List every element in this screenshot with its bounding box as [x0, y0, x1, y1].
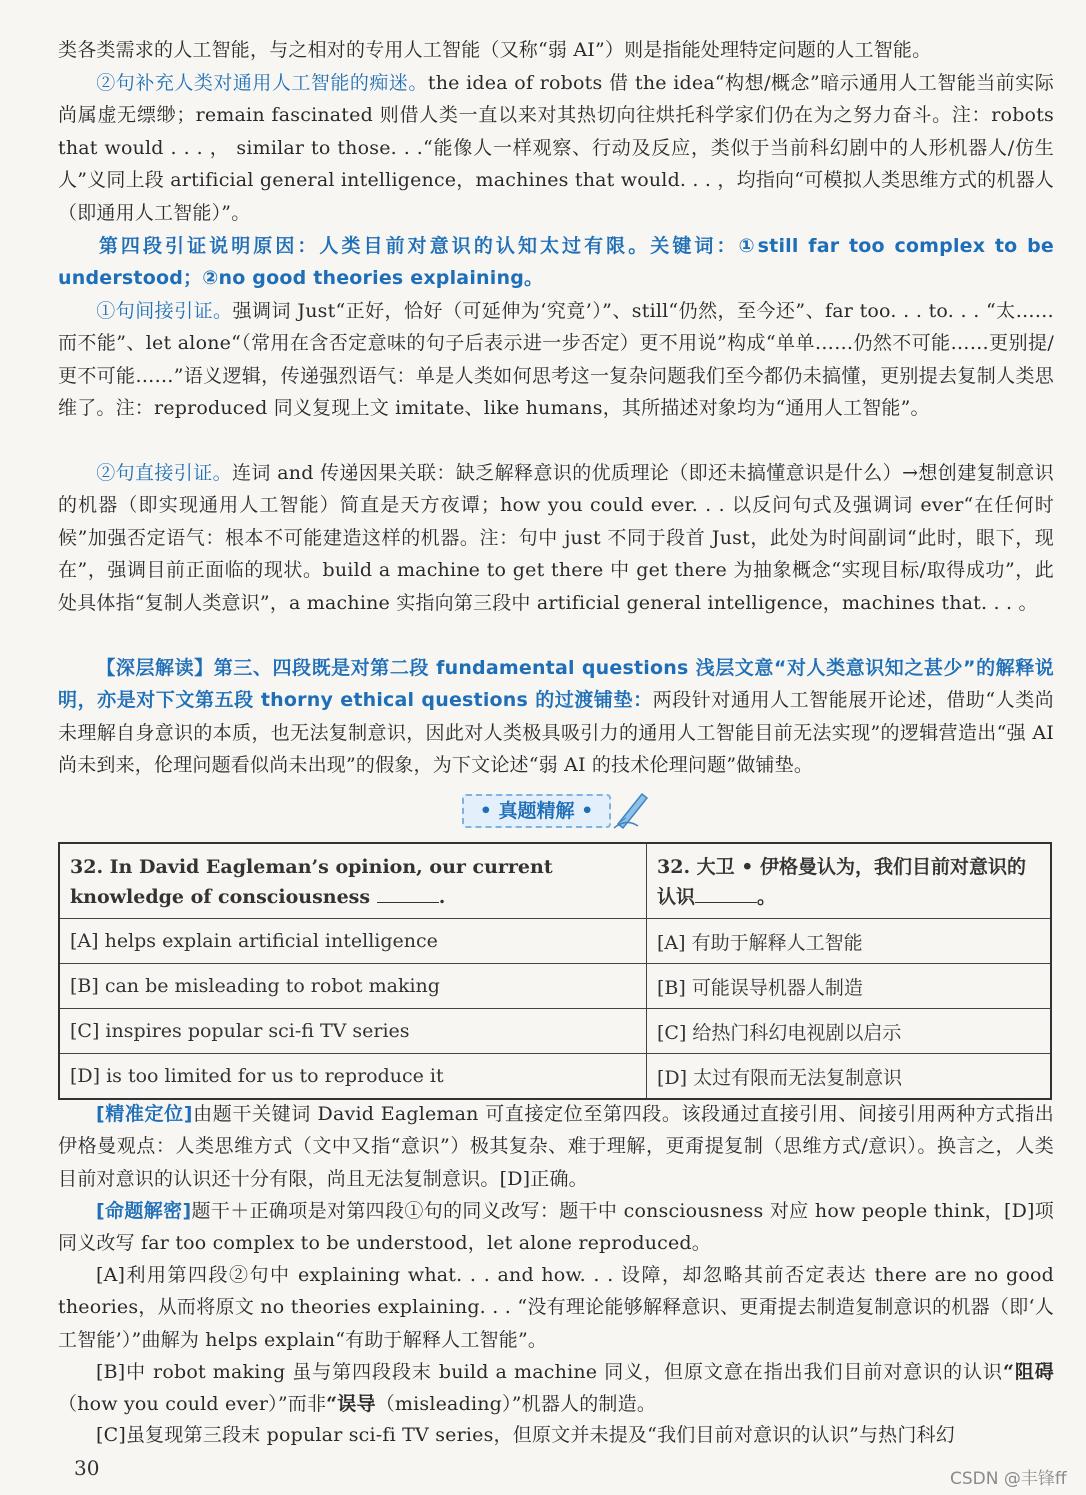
analysis-locate: [58, 1098, 1054, 1195]
stem-zh-end: 。: [757, 886, 777, 908]
analysis-decode: [58, 1195, 1054, 1260]
question-table: [58, 842, 1052, 1100]
p5-text: 连词 and 传递因果关联：缺乏解释意识的优质理论（即还未搞懂意识是什么）→想创建复制意识的机器（即实现通用人工智能）简直是天方夜谭；how you could ever. . . 以反问句式及强调词 ever“在任何时候”加强否定语气：根本不可能建造这样的机器。注：句中 just 不同于段首 Just，此处为时间副词“此时，眼下，现在”，强调目前正面临的现状。build a machine to get there 中 get there 为抽象概念“实现目标/取得成功”，此处具体指“复制人类意识”，a machine 实指向第三段中 artificial general intelligence，machines that. . . 。: [58, 462, 1054, 614]
p6-lead: 【深层解读】第三、四段既是对第二段 fundamental questions 浅层文意“对人类意识知之甚少”的解释说明，亦是对下文第五段 thorny ethical questions 的过渡铺垫：: [58, 657, 1054, 712]
option-en: [A] helps explain artificial intelligence: [59, 919, 647, 964]
analysis-decode-text: 题干＋正确项是对第四段①句的同义改写：题干中 consciousness 对应 how people think，[D]项同义改写 far too complex to be understood，let alone reproduced。: [58, 1200, 1054, 1255]
section-heading-paragraph-four: [58, 230, 1054, 295]
page-number: 30: [74, 1456, 100, 1480]
question-stem-en: [59, 843, 647, 919]
watermark: CSDN @丰锋ff: [950, 1469, 1067, 1489]
paragraph-p1: 类各类需求的人工智能，与之相对的专用人工智能（又称“弱 AI”）则是指能处理特定问题的人工智能。: [58, 39, 932, 61]
tag-locate: [精准定位]: [96, 1103, 193, 1125]
p3-heading-text: 第四段引证说明原因：人类目前对意识的认知太过有限。关键词：①still far too complex to be understood；②no good theories explaining。: [58, 235, 1054, 290]
option-en: [C] inspires popular sci-fi TV series: [59, 1009, 647, 1054]
pen-icon: [612, 788, 652, 830]
p2-lead: ②句补充人类对通用人工智能的痴迷。: [96, 72, 428, 94]
option-zh: [B] 可能误导机器人制造: [647, 964, 1052, 1009]
analysis-option-a-text: [A]利用第四段②句中 explaining what. . . and how. . . 设障，却忽略其前否定表达 there are no good theories，从而将原文 no theories explaining. . . “没有理论能够解释意识、更甭提去制造复制意识的机器（即‘人工智能’）”曲解为 helps explain“有助于解释人工智能”。: [58, 1264, 1054, 1351]
question-stem-zh: [647, 843, 1052, 919]
option-zh: [A] 有助于解释人工智能: [647, 919, 1052, 964]
option-row-b: [59, 964, 1051, 1009]
option-zh: [D] 太过有限而无法复制意识: [647, 1054, 1052, 1100]
emphasis-hinder: “阻碍: [1002, 1361, 1054, 1383]
question-stem-row: [59, 843, 1051, 919]
analysis-option-b-text-1: [B]中 robot making 虽与第四段段末 build a machine 同义，但原文意在指出我们目前对意识的认识: [96, 1361, 1003, 1383]
stem-zh-text: 32. 大卫 • 伊格曼认为，我们目前对意识的认识: [657, 856, 1027, 908]
section-banner: • 真题精解 •: [462, 794, 611, 828]
paragraph-p6: [58, 652, 1054, 782]
tag-decode: [命题解密]: [96, 1200, 192, 1222]
paragraph-p2: [58, 67, 1054, 229]
p5-lead: ②句直接引证。: [96, 462, 233, 484]
option-en: [B] can be misleading to robot making: [59, 964, 647, 1009]
option-row-d: [59, 1054, 1051, 1100]
analysis-locate-text: 由题干关键词 David Eagleman 可直接定位至第四段。该段通过直接引用、间接引用两种方式指出伊格曼观点：人类思维方式（文中又指“意识”）极其复杂、难于理解，更甭提复制（思维方式/意识）。换言之，人类目前对意识的认识还十分有限，尚且无法复制意识。[D]正确。: [58, 1103, 1054, 1190]
analysis-option-c-text: [C]虽复现第三段末 popular sci-fi TV series，但原文并未提及“我们目前对意识的认识”与热门科幻: [96, 1424, 955, 1446]
p4-lead: ①句间接引证。: [96, 300, 233, 322]
p4-text: 强调词 Just“正好，恰好（可延伸为‘究竟’）”、still“仍然，至今还”、far too. . . to. . . “太……而不能”、let alone“（常用在含否定意味的句子后表示进一步否定）更不用说”构成“单单……仍然不可能……更别提/更不可能……”语义逻辑，传递强烈语气：单是人类如何思考这一复杂问题我们至今都仍未搞懂，更别提去复制人类思维了。注：reproduced 同义复现上文 imitate、like humans，其所描述对象均为“通用人工智能”。: [58, 300, 1054, 420]
paragraph-p4: [58, 295, 1054, 425]
analysis-option-b-text-2: （how you could ever）”而非: [58, 1393, 327, 1416]
answer-blank-zh: [695, 884, 757, 903]
analysis-option-c: [58, 1419, 1054, 1451]
analysis-option-a: [58, 1259, 1054, 1356]
option-en: [D] is too limited for us to reproduce it: [59, 1054, 647, 1100]
option-row-c: [59, 1009, 1051, 1054]
stem-en-text: 32. In David Eagleman’s opinion, our current knowledge of consciousness: [70, 856, 553, 908]
answer-blank: [377, 884, 439, 903]
option-row-a: [59, 919, 1051, 964]
analysis-option-b-text-3: （misleading）”机器人的制造。: [375, 1393, 657, 1416]
p6-text: 两段针对通用人工智能展开论述，借助“人类尚未理解自身意识的本质，也无法复制意识，因此对人类极具吸引力的通用人工智能目前无法实现”的逻辑营造出“强 AI 尚未到来，伦理问题看似尚未出现”的假象，为下文论述“弱 AI 的技术伦理问题”做铺垫。: [58, 689, 1055, 777]
emphasis-mislead: “误导: [326, 1393, 376, 1416]
stem-en-end: .: [438, 886, 446, 908]
option-zh: [C] 给热门科幻电视剧以启示: [647, 1009, 1052, 1054]
p2-text: the idea of robots 借 the idea“构想/概念”暗示通用人工智能当前实际尚属虚无缥缈；remain fascinated 则借人类一直以来对其热切向往烘托科学家们仍在为之努力奋斗。注：robots that would . . . ， similar to those. . .“能像人一样观察、行动及反应，类似于当前科幻剧中的人形机器人/仿生人”义同上段 artificial general intelligence，machines that would. . . ，均指向“可模拟人类思维方式的机器人（即通用人工智能）”。: [58, 72, 1054, 224]
analysis-option-b: [58, 1356, 1054, 1421]
paragraph-p5: [58, 457, 1054, 619]
